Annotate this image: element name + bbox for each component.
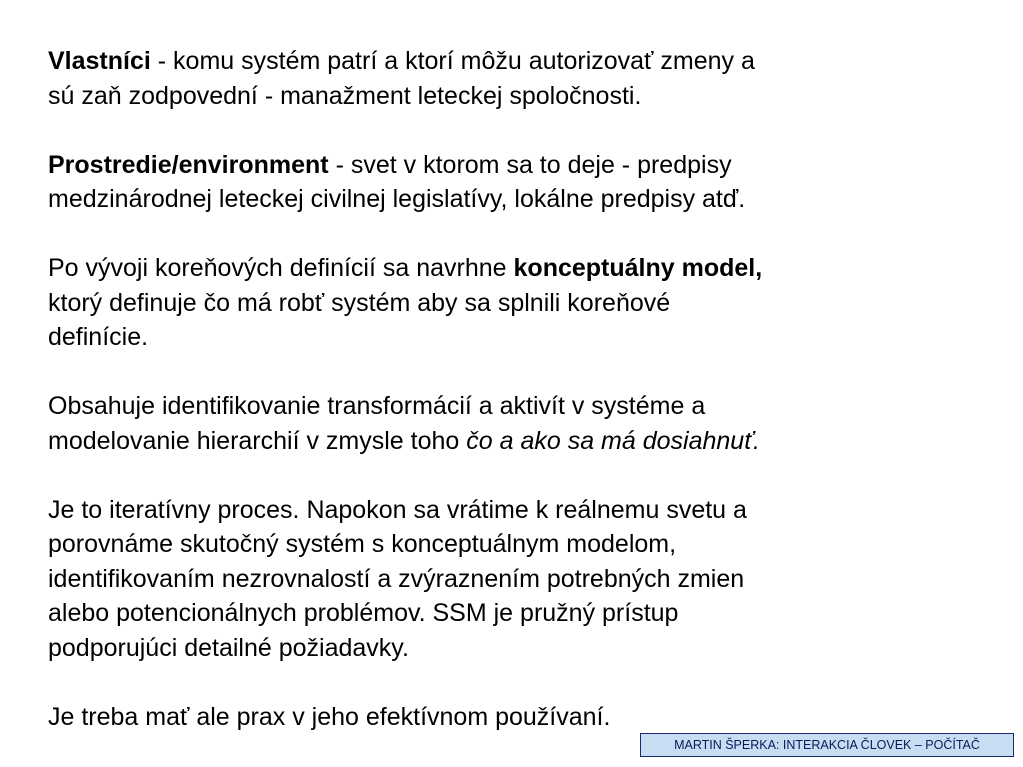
conceptual-text-line-1: Po vývoji koreňových definícií sa navrhne — [48, 254, 514, 282]
owners-text-line-1: - komu systém patrí a ktorí môžu autorizovať zmeny a — [150, 47, 755, 75]
transformations-italic-phrase: čo a ako sa má dosiahnuť. — [466, 426, 760, 455]
term-environment: Prostredie/environment — [48, 150, 329, 179]
iterative-line-1: Je to iteratívny proces. Napokon sa vrátime k reálnemu svetu a — [48, 495, 747, 524]
transformations-text-line-1: Obsahuje identifikovanie transformácií a aktivít v systéme a — [48, 392, 706, 420]
paragraph-owners — [48, 44, 998, 113]
practice-text: Je treba mať ale prax v jeho efektívnom používaní. — [48, 702, 611, 731]
paragraph-transformations — [48, 389, 998, 458]
footer-author-badge: MARTIN ŠPERKA: INTERAKCIA ČLOVEK – POČÍTAČ — [640, 733, 1014, 757]
slide-body — [48, 44, 998, 734]
paragraph-environment — [48, 148, 998, 217]
term-owners: Vlastníci — [48, 47, 151, 75]
iterative-line-3: identifikovaním nezrovnalostí a zvýraznením potrebných zmien — [48, 564, 745, 593]
environment-text-line-2: medzinárodnej leteckej civilnej legislatívy, lokálne predpisy atď. — [48, 185, 746, 213]
conceptual-text-line-2: ktorý definuje čo má robť systém aby sa splnili koreňové — [48, 288, 671, 317]
iterative-line-4: alebo potencionálnych problémov. SSM je pružný prístup — [48, 599, 679, 627]
paragraph-practice — [48, 700, 998, 735]
environment-text-line-1: - svet v ktorom sa to deje - predpisy — [328, 150, 732, 179]
paragraph-iterative-process — [48, 493, 998, 666]
iterative-line-5: podporujúci detailné požiadavky. — [48, 633, 409, 662]
term-conceptual-model: konceptuálny model, — [513, 254, 763, 282]
transformations-text-line-2: modelovanie hierarchií v zmysle toho — [48, 426, 467, 455]
iterative-line-2: porovnáme skutočný systém s konceptuálnym modelom, — [48, 530, 677, 558]
paragraph-conceptual-model — [48, 251, 998, 355]
conceptual-text-line-3: definície. — [48, 323, 149, 351]
owners-text-line-2: sú zaň zodpovední - manažment leteckej spoločnosti. — [48, 81, 642, 110]
